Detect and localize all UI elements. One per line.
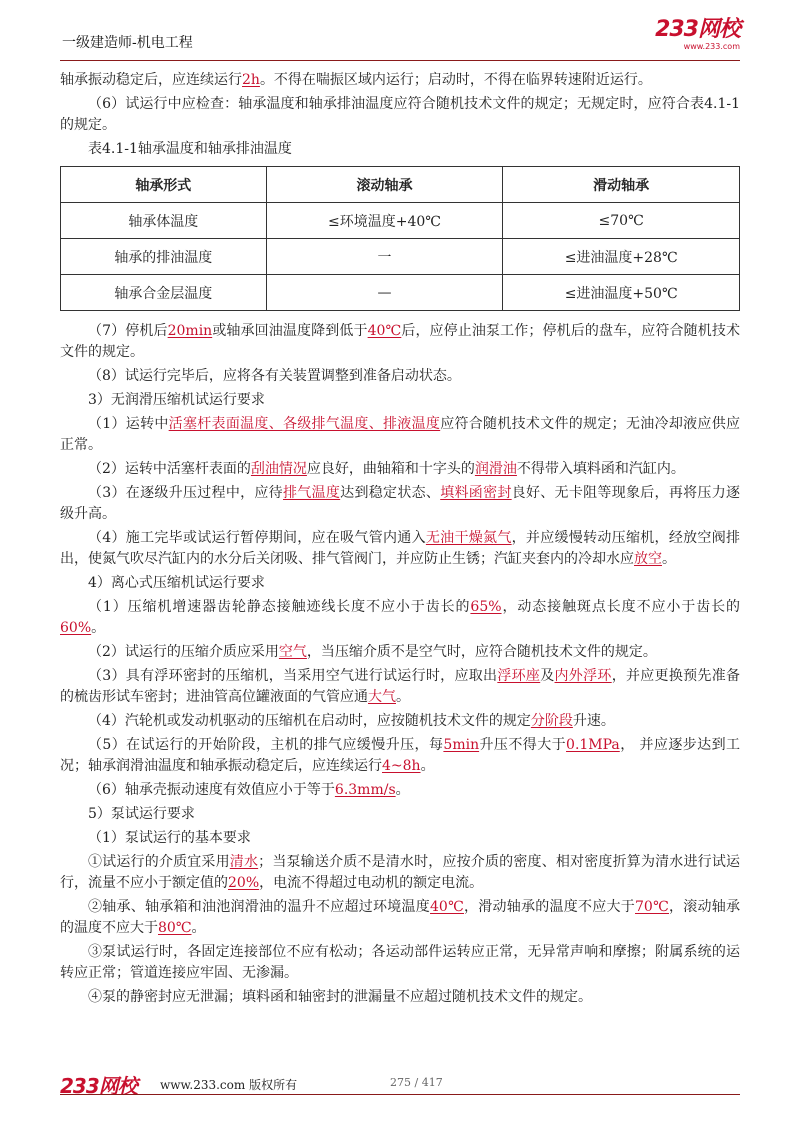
table-row xyxy=(61,239,740,275)
text-segment: 后，应停止油泵工作；停机后的盘车，应符合随机技术文件的规定。 xyxy=(60,323,741,360)
text-segment: ①试运行的介质宜采用 xyxy=(88,854,230,870)
table-header-row xyxy=(61,167,740,203)
table-cell: 一 xyxy=(266,239,503,275)
footer-copyright: www.233.com 版权所有 xyxy=(160,1078,298,1092)
text-segment: ，电流不得超过电动机的额定电流。 xyxy=(259,875,484,891)
document-body xyxy=(60,70,740,1011)
highlighted-term: 放空 xyxy=(634,551,662,567)
text-segment: 达到稳定状态、 xyxy=(340,485,441,501)
text-segment: 应良好，曲轴箱和十字头的 xyxy=(306,461,475,477)
text-segment: （3）具有浮环密封的压缩机，当采用空气进行试运行时，应取出 xyxy=(88,668,498,684)
section-heading: 5）泵试运行要求 xyxy=(88,806,195,822)
table-cell: 轴承的排油温度 xyxy=(61,239,267,275)
highlighted-term: 浮环座 xyxy=(497,668,541,684)
text-segment: ，动态接触斑点长度不应小于齿长的 xyxy=(501,599,741,615)
paragraph xyxy=(60,897,740,939)
text-segment: ，滚动轴承的温度不应大于 xyxy=(60,899,741,936)
col-header: 轴承形式 xyxy=(61,167,267,203)
text-segment: （5）在试运行的开始阶段，主机的排气应缓慢升压，每 xyxy=(88,737,444,753)
text-segment: 不得带入填料函和汽缸内。 xyxy=(516,461,685,477)
highlighted-term: 40℃ xyxy=(430,899,464,915)
highlighted-term: 大气 xyxy=(368,689,396,705)
paragraph: （6）试运行中应检查：轴承温度和轴承排油温度应符合随机技术文件的规定；无规定时，应符合表4.1-1的规定。 xyxy=(60,96,740,133)
text-segment: 。 xyxy=(191,920,206,936)
table-row xyxy=(61,203,740,239)
paragraph: （8）试运行完毕后，应将各有关装置调整到准备启动状态。 xyxy=(88,368,461,384)
highlighted-term: 5min xyxy=(443,737,480,753)
paragraph xyxy=(60,780,740,801)
text-segment: 。 xyxy=(91,620,106,636)
text-segment: ②轴承、轴承箱和油池润滑油的温升不应超过环境温度 xyxy=(88,899,431,915)
text-segment: ， 并应逐步达到工况；轴承润滑油温度和轴承振动稳定后，应连续运行 xyxy=(60,737,741,774)
paragraph xyxy=(60,597,740,639)
highlighted-term: 无油干燥氮气 xyxy=(425,530,512,546)
brand-logo[interactable] xyxy=(655,18,740,51)
paragraph xyxy=(60,70,740,91)
section-heading: 4）离心式压缩机试运行要求 xyxy=(88,575,265,591)
highlighted-term: 空气 xyxy=(278,644,307,660)
table-cell: ≤70℃ xyxy=(503,203,740,239)
text-segment: ，滑动轴承的温度不应大于 xyxy=(464,899,636,915)
paragraph xyxy=(60,642,740,663)
text-segment: ，当压缩介质不是空气时，应符合随机技术文件的规定。 xyxy=(306,644,657,660)
text-segment: 。 xyxy=(420,758,435,774)
text-segment: 升压不得大于 xyxy=(479,737,567,753)
highlighted-term: 60% xyxy=(60,620,92,636)
paragraph xyxy=(60,459,740,480)
highlighted-term: 分阶段 xyxy=(530,713,573,729)
text-segment: 应符合随机技术文件的规定；无油冷却液应供应正常。 xyxy=(60,416,740,453)
paragraph xyxy=(60,528,740,570)
page-header xyxy=(60,14,740,58)
table-cell: 轴承体温度 xyxy=(61,203,267,239)
text-segment: 。 xyxy=(662,551,676,567)
text-segment: ，并应更换预先准备的梳齿形试车密封；进油管高位罐液面的气管应通 xyxy=(60,668,741,705)
highlighted-term: 2h xyxy=(242,72,260,88)
text-segment: 良好、无卡阻等现象后，再将压力逐级升高。 xyxy=(60,485,741,522)
text-segment: 及 xyxy=(540,668,555,684)
paragraph xyxy=(60,414,740,456)
paragraph xyxy=(60,483,740,525)
highlighted-term: 20min xyxy=(167,323,213,339)
col-header: 滚动轴承 xyxy=(266,167,503,203)
page-footer xyxy=(60,1070,740,1098)
text-segment: ，并应缓慢转动压缩机，经放空阀排出，使氮气吹尽汽缸内的水分后关闭吸、排气管阀门，并应防止生锈；汽缸夹套内的冷却水应 xyxy=(60,530,741,567)
text-segment: 。不得在喘振区域内运行；启动时，不得在临界转速附近运行。 xyxy=(259,72,652,88)
text-segment: （6）轴承壳振动速度有效值应小于等于 xyxy=(88,782,335,798)
text-segment: ；当泵输送介质不是清水时，应按介质的密度、相对密度折算为清水进行试运行，流量不应小于额定值的 xyxy=(60,854,741,891)
bearing-temperature-table xyxy=(60,166,740,311)
paragraph xyxy=(60,711,740,732)
header-title: 一级建造师-机电工程 xyxy=(62,35,193,51)
text-segment: 轴承振动稳定后，应连续运行 xyxy=(60,72,242,88)
text-segment: （4）汽轮机或发动机驱动的压缩机在启动时，应按随机技术文件的规定 xyxy=(88,713,531,729)
footer-logo[interactable]: 233网校 xyxy=(60,1074,137,1098)
sub-heading: （1）泵试运行的基本要求 xyxy=(88,830,251,846)
text-segment: （3）在逐级升压过程中，应待 xyxy=(88,485,283,501)
table-cell: ≤进油温度+28℃ xyxy=(503,239,740,275)
text-segment: （1）压缩机增速器齿轮静态接触迹线长度不应小于齿长的 xyxy=(88,599,471,615)
text-segment: （1）运转中 xyxy=(88,416,169,432)
highlighted-term: 6.3mm/s xyxy=(334,782,396,798)
paragraph xyxy=(60,666,740,708)
highlighted-term: 4~8h xyxy=(382,758,421,774)
text-segment: 升速。 xyxy=(572,713,615,729)
header-rule xyxy=(60,60,740,61)
paragraph: ③泵试运行时，各固定连接部位不应有松动；各运动部件运转应正常，无异常声响和摩擦；附属系统的运转应正常；管道连接应牢固、无渗漏。 xyxy=(60,944,740,981)
highlighted-term: 80℃ xyxy=(158,920,192,936)
logo-text: 233网校 xyxy=(655,17,740,42)
table-cell: ≤环境温度+40℃ xyxy=(266,203,503,239)
highlighted-term: 40℃ xyxy=(367,323,402,339)
text-segment: 。 xyxy=(395,782,410,798)
table-cell: ≤进油温度+50℃ xyxy=(503,275,740,311)
table-cell: 轴承合金层温度 xyxy=(61,275,267,311)
highlighted-term: 内外浮环 xyxy=(554,668,612,684)
table-caption: 表4.1-1轴承温度和轴承排油温度 xyxy=(88,141,292,157)
text-segment: 或轴承回油温度降到低于 xyxy=(212,323,368,339)
text-segment: 。 xyxy=(396,689,410,705)
logo-url: www.233.com xyxy=(683,42,740,51)
highlighted-term: 20% xyxy=(228,875,260,891)
col-header: 滑动轴承 xyxy=(503,167,740,203)
text-segment: （2）运转中活塞杆表面的 xyxy=(88,461,251,477)
highlighted-term: 活塞杆表面温度、各级排气温度、排液温度 xyxy=(168,416,441,432)
highlighted-term: 0.1MPa xyxy=(566,737,620,753)
table-cell: — xyxy=(266,275,503,311)
highlighted-term: 润滑油 xyxy=(474,461,517,477)
footer-rule xyxy=(60,1094,740,1095)
paragraph xyxy=(60,735,740,777)
highlighted-term: 填料函密封 xyxy=(440,485,512,501)
highlighted-term: 刮油情况 xyxy=(250,461,307,477)
paragraph xyxy=(60,852,740,894)
text-segment: （2）试运行的压缩介质应采用 xyxy=(88,644,279,660)
paragraph: ④泵的静密封应无泄漏；填料函和轴密封的泄漏量不应超过随机技术文件的规定。 xyxy=(88,989,592,1005)
text-segment: （4）施工完毕或试运行暂停期间，应在吸气管内通入 xyxy=(88,530,426,546)
table-row xyxy=(61,275,740,311)
section-heading: 3）无润滑压缩机试运行要求 xyxy=(88,392,265,408)
text-segment: （7）停机后 xyxy=(88,323,168,339)
highlighted-term: 清水 xyxy=(229,854,259,870)
highlighted-term: 70℃ xyxy=(635,899,669,915)
highlighted-term: 排气温度 xyxy=(282,485,341,501)
paragraph xyxy=(60,321,740,363)
highlighted-term: 65% xyxy=(470,599,502,615)
page-number: 275 / 417 xyxy=(390,1076,443,1089)
